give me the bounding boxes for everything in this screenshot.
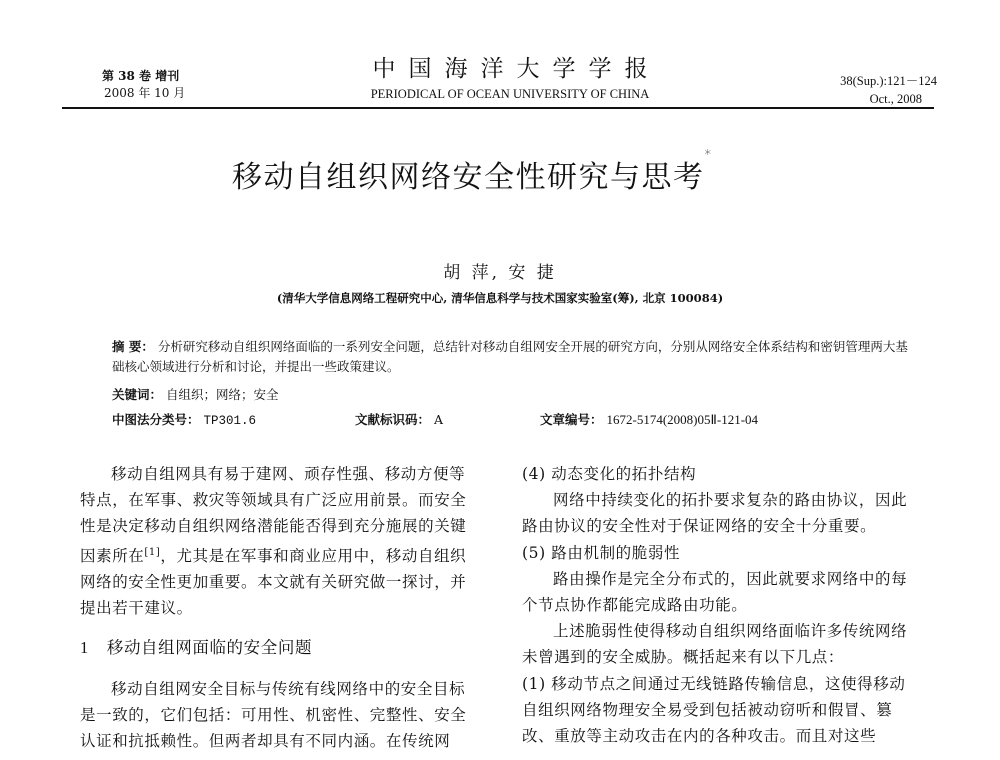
page-range-info: [800, 72, 937, 108]
intro-text-a: 移动自组网具有易于建网、顽存性强、移动方便等特点，在军事、救灾等领域具有广泛应用前景。而安全性是决定移动自组织网络潜能能否得到充分施展的关键因素所在: [80, 465, 467, 565]
left-column: [80, 461, 475, 754]
class-value: TP301.6: [203, 414, 257, 428]
section-heading: [80, 635, 475, 661]
right-column: [522, 461, 917, 749]
summary-paragraph: 上述脆弱性使得移动自组织网络面临许多传统网络未曾遇到的安全威胁。概括起来有以下几点：: [522, 622, 908, 667]
page-range: 38(Sup.):121－124: [840, 74, 937, 88]
keywords: [112, 385, 279, 405]
classification-number: [112, 410, 256, 431]
affiliation: (清华大学信息网络工程研究中心, 清华信息科学与技术国家实验室(筹), 北京 100084): [276, 291, 724, 305]
abstract: [112, 337, 912, 377]
issue-date-en: Oct., 2008: [869, 92, 922, 106]
volume-label: 第 38 卷 增刊: [102, 69, 180, 83]
header-divider: [62, 107, 934, 109]
section1-paragraph: 移动自组网安全目标与传统有线网络中的安全目标是一致的，它们包括：可用性、机密性、完整性、安全认证和抗抵赖性。但两者却具有不同内涵。在传统网: [80, 679, 467, 750]
item5-heading: (5) 路由机制的脆弱性: [522, 543, 681, 562]
intro-text-b: ，尤其是在军事和商业应用中，移动自组织网络的安全性更加重要。本文就有关研究做一探讨，并提出若干建议。: [80, 546, 467, 618]
journal-title-cn: 中国海洋大学学报: [372, 56, 661, 82]
artno-label: 文章编号：: [540, 412, 603, 427]
item5-paragraph: 路由操作是完全分布式的，因此就要求网络中的每个节点协作都能完成路由功能。: [522, 569, 908, 615]
authors: 胡 萍, 安 捷: [443, 263, 557, 283]
citation-ref: [1]: [144, 546, 161, 558]
keywords-label: 关键词：: [112, 387, 163, 402]
abstract-label: 摘 要：: [112, 339, 154, 354]
article-number: [540, 410, 758, 430]
item4-heading: (4) 动态变化的拓扑结构: [522, 465, 697, 483]
journal-masthead: [330, 54, 690, 102]
doccode-value: A: [434, 412, 444, 427]
document-code: [355, 410, 443, 430]
abstract-text: 分析研究移动自组织网络面临的一系列安全问题，总结针对移动自组网安全开展的研究方向，分别从网络安全体系结构和密钥管理两大基础核心领域进行分析和讨论，并提出一些政策建议。: [112, 339, 908, 374]
title-footnote-mark: *: [704, 148, 713, 163]
point1-paragraph: (1) 移动节点之间通过无线链路传输信息，这使得移动自组织网络物理安全易受到包括被动窃听和假冒、篡改、重放等主动攻击在内的各种攻击。而且对这些: [522, 674, 906, 746]
journal-title-en: PERIODICAL OF OCEAN UNIVERSITY OF CHINA: [370, 87, 650, 101]
artno-value: 1672-5174(2008)05Ⅱ-121-04: [606, 412, 759, 427]
class-label: 中图法分类号：: [112, 412, 200, 427]
issue-date: 2008 年 10 月: [104, 86, 186, 100]
section-title: 移动自组网面临的安全问题: [106, 638, 313, 658]
intro-paragraph: [80, 461, 475, 621]
keywords-value: 自组织；网络；安全: [166, 387, 279, 402]
journal-issue-info: [102, 68, 185, 102]
title-text: 移动自组织网络安全性研究与思考: [232, 160, 705, 195]
doccode-label: 文献标识码：: [355, 412, 431, 427]
section-number: 1: [80, 638, 89, 658]
item4-paragraph: 网络中持续变化的拓扑要求复杂的路由协议，因此路由协议的安全性对于保证网络的安全十分重要。: [522, 491, 908, 536]
article-title: [232, 148, 713, 196]
